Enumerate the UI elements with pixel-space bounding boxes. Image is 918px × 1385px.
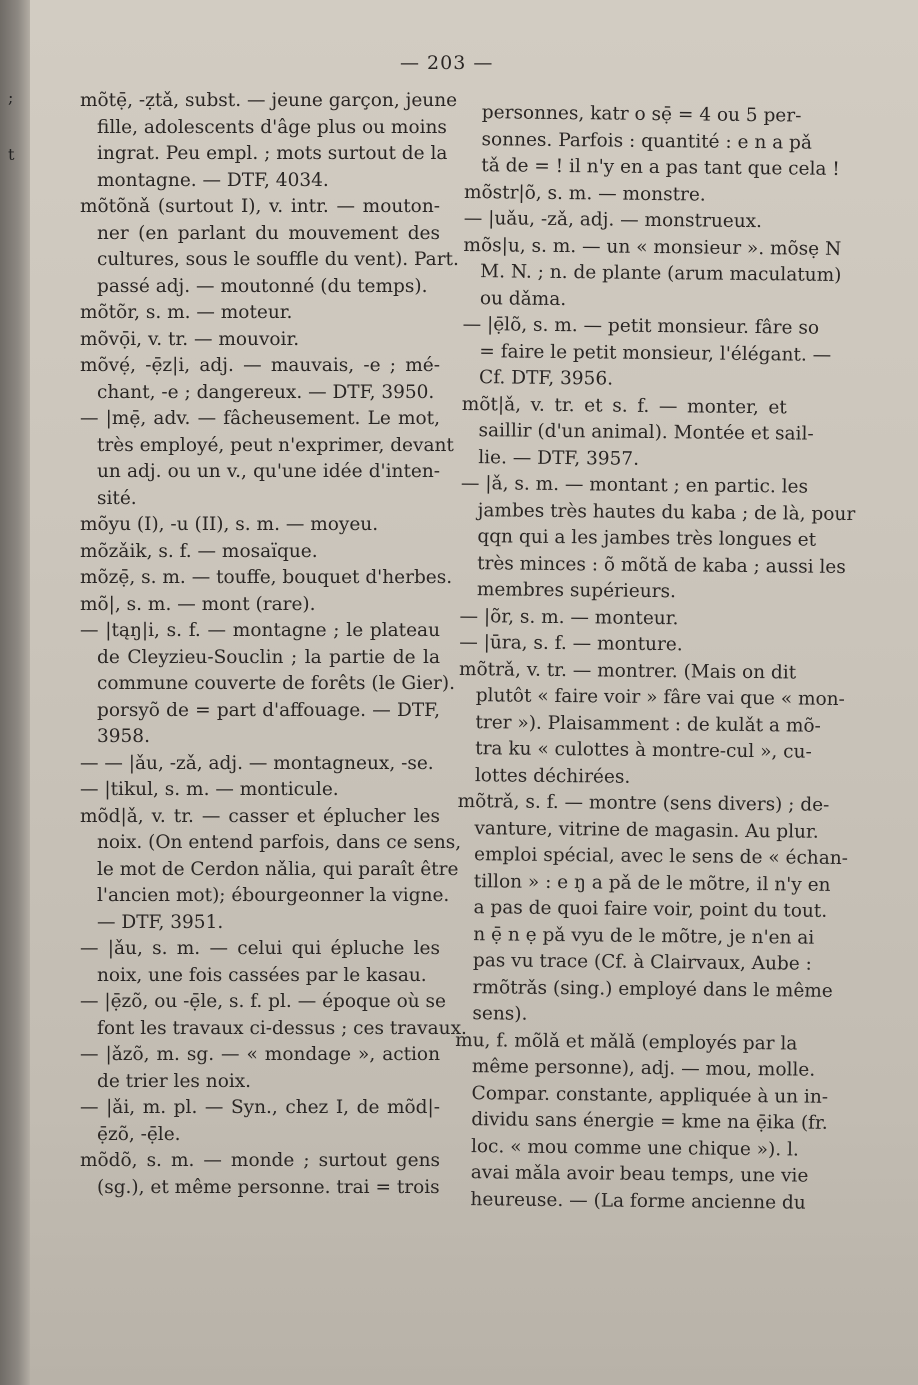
- entry-line: trer »). Plaisamment : de kulǎt a mõ-: [475, 711, 821, 737]
- entry-line: tillon » : e ŋ a pǎ de le mõtre, il n'y en: [473, 870, 831, 896]
- entry-line: plutôt « faire voir » fâre vai que « mon-: [475, 685, 845, 711]
- margin-mark: t: [8, 145, 15, 164]
- entry-headline: mõvọ̄i, v. tr. — mouvoir.: [80, 328, 300, 350]
- entry-line: noix. (On entend parfois, dans ce sens,: [97, 832, 462, 853]
- entry-line: pas vu trace (Cf. à Clairvaux, Aube :: [472, 950, 812, 975]
- entry-headline: — |õr, s. m. — monteur.: [459, 605, 679, 629]
- entry-headline: mõzǎik, s. f. — mosaïque.: [80, 540, 318, 562]
- entry-line: tra ku « culottes à montre-cul », cu-: [475, 738, 812, 763]
- entry-line: dividu sans énergie = kme na ẹ̄ika (fr.: [471, 1109, 828, 1134]
- entry-line: qqn qui a les jambes très longues et: [477, 526, 817, 551]
- entry-headline: — |ǎ, s. m. — montant ; en partic. les: [460, 472, 809, 498]
- entry-line: commune couverte de forêts (le Gier).: [97, 673, 455, 694]
- entry-line: ou dǎma.: [479, 287, 567, 310]
- entry-headline: — |tikul, s. m. — monticule.: [80, 779, 339, 800]
- entry-headline: mõzẹ̄, s. m. — touffe, bouquet d'herbes.: [80, 567, 453, 588]
- entry-line: ner (en parlant du mouvement des: [97, 222, 440, 244]
- entry-line: M. N. ; n. de plante (arum maculatum): [480, 261, 842, 286]
- entry-headline: — |ǎu, s. m. — celui qui épluche les: [80, 938, 440, 959]
- entry-line: jambes très hautes du kaba ; de là, pour: [477, 499, 856, 525]
- margin-mark: ;: [8, 88, 14, 107]
- entry-line: passé adj. — moutonné (du temps).: [97, 275, 428, 297]
- page-number: — 203 —: [400, 52, 494, 74]
- entry-headline: — |ǎzõ, m. sg. — « mondage », action: [80, 1044, 440, 1065]
- entry-line: porsyõ de = part d'affouage. — DTF,: [97, 699, 440, 721]
- entry-headline: — |ūra, s. f. — monture.: [459, 631, 683, 656]
- entry-line: le mot de Cerdon nǎlia, qui paraît être: [97, 858, 459, 880]
- entry-line: vanture, vitrine de magasin. Au plur.: [474, 817, 819, 843]
- entry-line: 3958.: [97, 726, 150, 747]
- entry-headline: — |mẹ̄, adv. — fâcheusement. Le mot,: [80, 408, 440, 429]
- right-column: [453, 100, 856, 1216]
- entry-line: sité.: [97, 487, 137, 509]
- entry-line: même personne), adj. — mou, molle.: [471, 1056, 816, 1081]
- entry-line: font les travaux ci-dessus ; ces travaux.: [97, 1017, 467, 1039]
- entry-headline: mõstr|õ, s. m. — monstre.: [463, 181, 706, 206]
- entry-line: heureuse. — (La forme ancienne du: [470, 1188, 806, 1214]
- entry-line: chant, -e ; dangereux. — DTF, 3950.: [97, 381, 435, 403]
- entry-line: (sg.), et même personne. trai = trois: [97, 1176, 440, 1198]
- entry-line: saillir (d'un animal). Montée et sail-: [478, 420, 814, 445]
- entry-line: rmõtrǎs (sing.) employé dans le même: [472, 976, 833, 1002]
- entry-line: l'ancien mot); ébourgeonner la vigne.: [97, 885, 450, 906]
- entry-line: tǎ de = ! il n'y en a pas tant que cela !: [481, 155, 840, 180]
- entry-line: a pas de quoi faire voir, point du tout.: [473, 897, 828, 922]
- left-column: [80, 88, 467, 1201]
- entry-line: sens).: [472, 1003, 528, 1025]
- entry-headline: — — |ǎu, -zǎ, adj. — montagneux, -se.: [80, 752, 434, 774]
- entry-line: personnes, katr o sẹ̄ = 4 ou 5 per-: [481, 102, 802, 127]
- entry-headline: mõd|ǎ, v. tr. — casser et éplucher les: [80, 805, 440, 827]
- entry-line: de Cleyzieu-Souclin ; la partie de la: [97, 646, 440, 668]
- entry-line: emploi spécial, avec le sens de « échan-: [473, 844, 849, 870]
- entry-headline: mõtrǎ, s. f. — montre (sens divers) ; de-: [457, 790, 830, 816]
- entry-headline: mõt|ǎ, v. tr. et s. f. — monter, et: [461, 393, 787, 418]
- entry-line: lie. — DTF, 3957.: [478, 446, 640, 470]
- entry-line: sonnes. Parfois : quantité : e n a pǎ: [481, 128, 813, 154]
- entry-line: Cf. DTF, 3956.: [478, 367, 614, 390]
- entry-line: noix, une fois cassées par le kasau.: [97, 964, 427, 986]
- entry-headline: mu, f. mõlǎ et mǎlǎ (employés par la: [455, 1029, 798, 1055]
- entry-headline: — |ẹ̄zõ, ou -ẹ̄le, s. f. pl. — époque où se: [80, 991, 446, 1012]
- entry-line: un adj. ou un v., qu'une idée d'inten-: [97, 461, 440, 482]
- entry-line: n ẹ̄ n ẹ pǎ vyu de le mõtre, je n'en ai: [473, 923, 815, 949]
- entry-headline: mõtõr, s. m. — moteur.: [80, 302, 293, 323]
- entry-headline: mõyu (I), -u (II), s. m. — moyeu.: [80, 514, 379, 535]
- entry-headline: mõdõ, s. m. — monde ; surtout gens: [80, 1150, 440, 1171]
- entry-line: Compar. constante, appliquée à un in-: [471, 1082, 829, 1108]
- entry-line: — DTF, 3951.: [97, 911, 224, 933]
- entry-line: membres supérieurs.: [476, 579, 677, 603]
- entry-headline: — |ǎi, m. pl. — Syn., chez I, de mõd|-: [80, 1097, 440, 1118]
- entry-line: très minces : õ mõtǎ de kaba ; aussi les: [477, 552, 846, 578]
- entry-headline: — |uǎu, -zǎ, adj. — monstrueux.: [463, 207, 763, 233]
- entry-line: ingrat. Peu empl. ; mots surtout de la: [97, 143, 448, 164]
- entry-line: ẹ̄zõ, -ẹ̄le.: [97, 1123, 181, 1145]
- entry-headline: mõtẹ̄, -ẓtǎ, subst. — jeune garçon, jeune: [80, 90, 458, 111]
- entry-line: fille, adolescents d'âge plus ou moins: [97, 116, 447, 138]
- entry-line: montagne. — DTF, 4034.: [97, 169, 329, 191]
- entry-line: très employé, peut n'exprimer, devant: [97, 434, 454, 456]
- entry-line: lottes déchirées.: [474, 764, 631, 788]
- entry-line: cultures, sous le souffle du vent). Part.: [97, 249, 459, 270]
- entry-headline: mõs|u, s. m. — un « monsieur ». mõsẹ N: [463, 234, 842, 260]
- entry-line: de trier les noix.: [97, 1070, 252, 1092]
- entry-headline: mõ|, s. m. — mont (rare).: [80, 593, 316, 615]
- entry-headline: mõtrǎ, v. tr. — montrer. (Mais on dit: [458, 658, 797, 683]
- entry-line: = faire le petit monsieur, l'élégant. —: [479, 340, 832, 366]
- entry-headline: mõvẹ́, -ẹ̄z|i, adj. — mauvais, -e ; mé-: [80, 355, 440, 376]
- facing-page-edge: [0, 0, 30, 1385]
- entry-line: avai mǎla avoir beau temps, une vie: [470, 1162, 809, 1187]
- entry-line: loc. « mou comme une chique »). l.: [470, 1135, 799, 1161]
- entry-headline: — |tąŋ|i, s. f. — montagne ; le plateau: [80, 620, 440, 641]
- entry-headline: — |ẹ̄lõ, s. m. — petit monsieur. fâre so: [462, 313, 820, 339]
- entry-headline: mõtõnǎ (surtout I), v. intr. — mouton-: [80, 196, 440, 217]
